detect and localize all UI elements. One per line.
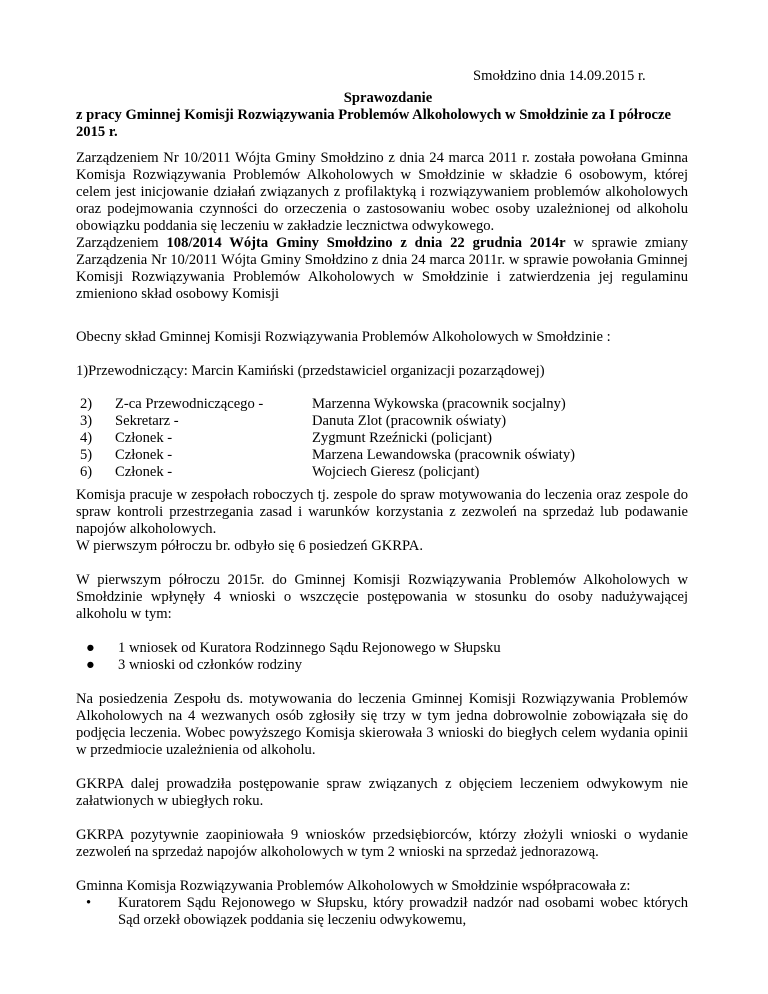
composition-heading: Obecny skład Gminnej Komisji Rozwiązywania Problemów Alkoholowych w Smołdzinie : <box>76 329 611 345</box>
member-row <box>76 430 688 447</box>
report-title: Sprawozdanie <box>343 90 433 106</box>
treatment-paragraph: GKRPA dalej prowadziła postępowanie spraw związanych z objęciem leczeniem odwykowym nie załatwionych w ubiegłych roku. <box>76 776 688 809</box>
bullet-small-dot-icon: • <box>86 895 92 911</box>
report-subtitle: z pracy Gminnej Komisji Rozwiązywania Problemów Alkoholowych w Smołdzinie za I półrocze 2015 r. <box>76 107 671 140</box>
member-name: Zygmunt Rzeźnicki (policjant) <box>312 430 492 446</box>
member-number: 6) <box>80 464 93 480</box>
bullet-dot-icon: ● <box>86 657 95 673</box>
member-name: Wojciech Gieresz (policjant) <box>312 464 480 480</box>
member-row <box>76 447 688 464</box>
list-item <box>76 657 688 674</box>
permits-paragraph: GKRPA pozytywnie zaopiniowała 9 wniosków przedsiębiorców, którzy złożyli wnioski o wydanie zezwoleń na sprzedaż napojów alkoholowych w tym 2 wnioski na sprzedaż jednorazową. <box>76 827 688 860</box>
member-role: Z-ca Przewodniczącego - <box>115 396 264 412</box>
member-name: Marzena Lewandowska (pracownik oświaty) <box>312 447 575 463</box>
member-role: Sekretarz - <box>115 413 179 429</box>
intro-text-2-prefix: Zarządzeniem <box>76 235 167 251</box>
member-row <box>76 413 688 430</box>
list-item-text: 1 wniosek od Kuratora Rodzinnego Sądu Rejonowego w Słupsku <box>118 640 501 656</box>
bullet-dot-icon: ● <box>86 640 95 656</box>
members-list <box>76 396 688 481</box>
applications-paragraph: W pierwszym półroczu 2015r. do Gminnej Komisji Rozwiązywania Problemów Alkoholowych w Smołdzinie wpłynęły 4 wnioski o wszczęcie postępowania w stosunku do osoby nadużywającej alkoholu w tym: <box>76 572 688 622</box>
member-name: Danuta Zlot (pracownik oświaty) <box>312 413 507 429</box>
cooperation-list <box>76 895 688 929</box>
member-role: Członek - <box>115 464 173 480</box>
chairman-line: 1)Przewodniczący: Marcin Kamiński (przedstawiciel organizacji pozarządowej) <box>76 363 545 379</box>
intro-paragraph <box>76 150 688 303</box>
list-item <box>76 895 688 929</box>
member-number: 2) <box>80 396 93 412</box>
list-item-text: 3 wnioski od członków rodziny <box>118 657 303 673</box>
member-number: 3) <box>80 413 93 429</box>
member-role: Członek - <box>115 447 173 463</box>
date-line: Smołdzino dnia 14.09.2015 r. <box>473 68 646 84</box>
working-groups-paragraph: Komisja pracuje w zespołach roboczych tj. zespole do spraw motywowania do leczenia oraz zespole do spraw kontroli przestrzegania zasad i warunków korzystania z zezwoleń na sprzedaż lub podawanie napojów alkoholowych. <box>76 487 688 537</box>
member-row <box>76 464 688 481</box>
list-item <box>76 640 688 657</box>
intro-text-2-suffix: w sprawie zmiany Zarządzenia Nr 10/2011 Wójta Gminy Smołdzino z dnia 24 marca 2011r. w sprawie powołania Gminnej Komisji Rozwiązywania Problemów Alkoholowych w Smołdzinie i zatwierdzenia jej regulaminu zmieniono skład osobowy Komisji <box>76 235 688 302</box>
member-number: 4) <box>80 430 93 446</box>
meetings-paragraph: W pierwszym półroczu br. odbyło się 6 posiedzeń GKRPA. <box>76 538 423 554</box>
member-name: Marzenna Wykowska (pracownik socjalny) <box>312 396 566 412</box>
cooperation-paragraph: Gminna Komisja Rozwiązywania Problemów Alkoholowych w Smołdzinie współpracowała z: <box>76 878 631 894</box>
motivation-team-paragraph: Na posiedzenia Zespołu ds. motywowania do leczenia Gminnej Komisji Rozwiązywania Problemów Alkoholowych na 4 wezwanych osób zgłosiły się trzy w tym jedna dobrowolnie zobowiązała się do podjęcia leczenia. Wobec powyższego Komisja skierowała 3 wnioski do biegłych celem wydania opinii w przedmiocie uzależnienia od alkoholu. <box>76 691 688 758</box>
member-role: Członek - <box>115 430 173 446</box>
intro-text-1: Zarządzeniem Nr 10/2011 Wójta Gminy Smołdzino z dnia 24 marca 2011 r. została powołana Gminna Komisja Rozwiązywania Problemów Alkoholowych w Smołdzinie w składzie 6 osobowym, której celem jest inicjowanie działań związanych z profilaktyką i rozwiązywaniem problemów alkoholowych oraz podejmowania czynności do orzeczenia o zastosowaniu wobec osoby uzależnionej od alkoholu obowiązku poddania się leczeniu w zakładzie lecznictwa odwykowego. <box>76 150 688 234</box>
intro-text-2-bold: 108/2014 Wójta Gminy Smołdzino z dnia 22 grudnia 2014r <box>166 235 566 251</box>
applications-list <box>76 640 688 674</box>
member-row <box>76 396 688 413</box>
list-item-text: Kuratorem Sądu Rejonowego w Słupsku, który prowadził nadzór nad osobami wobec których Sąd orzekł obowiązek poddania się leczeniu odwykowemu, <box>118 895 688 928</box>
member-number: 5) <box>80 447 93 463</box>
